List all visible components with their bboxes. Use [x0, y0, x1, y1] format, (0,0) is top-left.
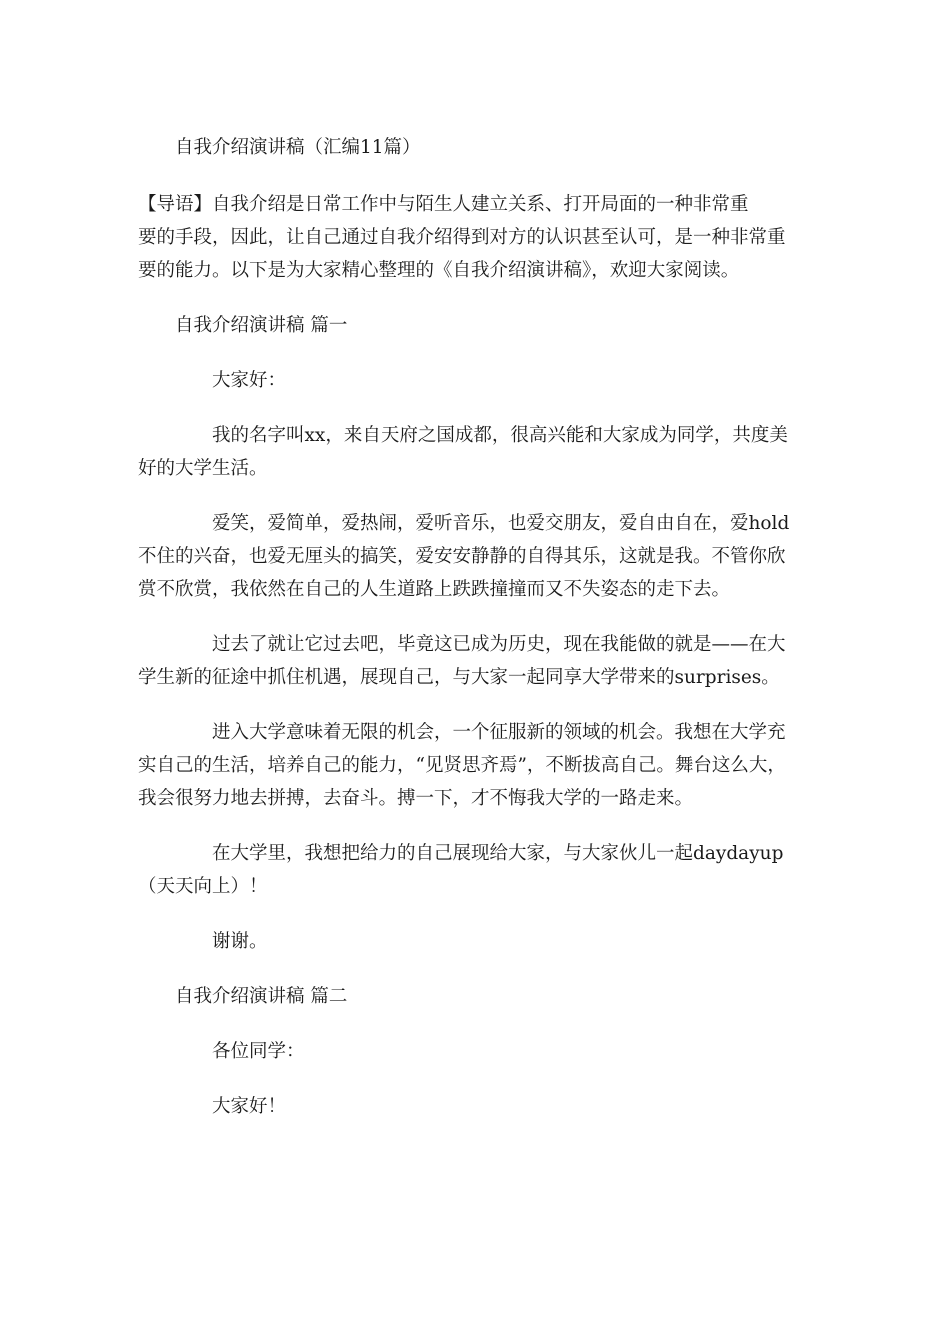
section-heading-2: 自我介绍演讲稿 篇二 [175, 986, 348, 1007]
paragraph-line: 不住的兴奋，也爱无厘头的搞笑，爱安安静静的自得其乐，这就是我。不管你欣 [138, 546, 786, 567]
paragraph [138, 507, 818, 606]
paragraph [138, 837, 818, 903]
paragraph-line: （天天向上）！ [138, 876, 268, 897]
paragraph-line: 我的名字叫xx，来自天府之国成都，很高兴能和大家成为同学，共度美 [212, 425, 788, 446]
closing-line: 谢谢。 [212, 931, 268, 952]
greeting-2: 大家好！ [212, 1096, 287, 1117]
paragraph [138, 628, 818, 694]
intro-line: 要的手段，因此，让自己通过自我介绍得到对方的认识甚至认可，是一种非常重 [138, 227, 786, 248]
paragraph-line: 赏不欣赏，我依然在自己的人生道路上跌跌撞撞而又不失姿态的走下去。 [138, 579, 731, 600]
section-heading-1: 自我介绍演讲稿 篇一 [175, 315, 348, 336]
intro-line: 要的能力。以下是为大家精心整理的《自我介绍演讲稿》，欢迎大家阅读。 [138, 260, 740, 281]
paragraph [138, 716, 818, 815]
paragraph-line: 进入大学意味着无限的机会，一个征服新的领域的机会。我想在大学充 [212, 722, 786, 743]
paragraph-line: 在大学里，我想把给力的自己展现给大家，与大家伙儿一起daydayup [212, 843, 784, 864]
paragraph [138, 419, 818, 485]
paragraph-line: 我会很努力地去拼搏，去奋斗。搏一下，才不悔我大学的一路走来。 [138, 788, 694, 809]
paragraph-line: 爱笑，爱简单，爱热闹，爱听音乐，也爱交朋友，爱自由自在，爱hold [212, 513, 790, 534]
paragraph-line: 学生新的征途中抓住机遇，展现自己，与大家一起同享大学带来的surprises。 [138, 667, 780, 688]
paragraph-line: 实自己的生活，培养自己的能力，“见贤思齐焉”，不断拔高自己。舞台这么大， [138, 755, 786, 776]
greeting-1: 大家好： [212, 370, 287, 391]
intro-line: 【导语】自我介绍是日常工作中与陌生人建立关系、打开局面的一种非常重 [138, 194, 749, 215]
document-title: 自我介绍演讲稿（汇编11篇） [175, 137, 421, 158]
paragraph-line: 好的大学生活。 [138, 458, 268, 479]
salutation-line: 各位同学： [212, 1041, 305, 1062]
document-body [138, 131, 818, 1145]
paragraph-line: 过去了就让它过去吧，毕竟这已成为历史，现在我能做的就是——在大 [212, 634, 786, 655]
intro-paragraph [138, 188, 818, 287]
